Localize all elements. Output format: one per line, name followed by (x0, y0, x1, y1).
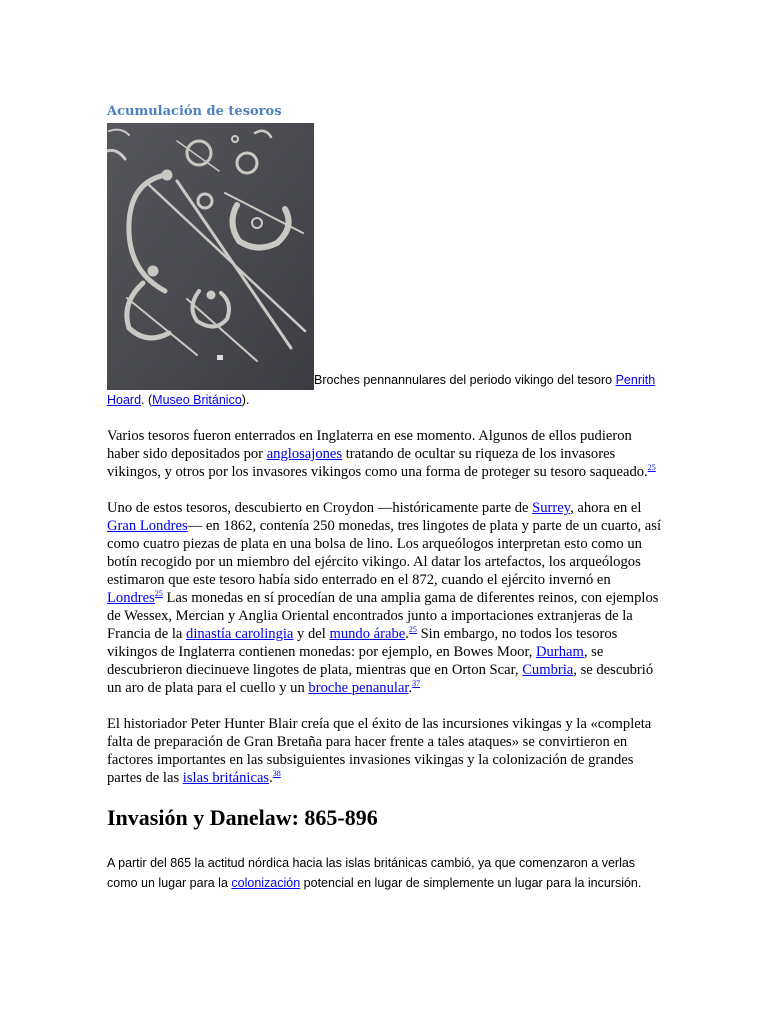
text: Varios tesoros fueron enterrados en Inglaterra en ese momento. Algunos de ellos pudieron haber sido depositados por (107, 428, 632, 462)
link-dinastia-carolingia[interactable]: dinastía carolingia (186, 626, 294, 642)
link-colonizacion[interactable]: colonización (231, 875, 301, 890)
ref-25[interactable]: 25 (408, 625, 417, 635)
text: Sin embargo, no todos los tesoros vikingos de Inglaterra contienen monedas: por ejemplo, en Bowes Moor, (107, 626, 618, 660)
caption-prefix: Broches pennannulares del periodo vikingo del tesoro (314, 373, 616, 387)
text: . (269, 770, 273, 786)
ref-37[interactable]: 37 (412, 679, 421, 689)
text: potencial en lugar de simplemente un lugar para la incursión. (300, 875, 642, 890)
caption-mid: . ( (141, 393, 153, 407)
link-cumbria[interactable]: Cumbria (522, 662, 574, 678)
text: A partir del 865 la actitud nórdica hacia las islas británicas cambió, ya que comenzaron a verlas como un lugar para la (107, 856, 636, 890)
link-gran-londres[interactable]: Gran Londres (107, 518, 188, 534)
paragraph-4 (107, 854, 663, 893)
brooches-photo (107, 123, 314, 390)
link-durham[interactable]: Durham (536, 644, 584, 660)
text: Uno de estos tesoros, descubierto en Croydon —históricamente parte de (107, 500, 533, 516)
paragraph-2 (107, 499, 663, 697)
link-surrey[interactable]: Surrey (532, 500, 571, 516)
link-mundo-arabe[interactable]: mundo árabe (329, 626, 406, 642)
text: y del (293, 626, 330, 642)
text: El historiador Peter Hunter Blair creía que el éxito de las incursiones vikingas y la «completa falta de preparación de Gran Bretaña para hacer frente a tales ataques» se convirtieron en factores importantes en las subsiguientes invasiones vikingas y la colonización de grandes partes de las (107, 716, 652, 786)
document-page (107, 104, 663, 893)
brooches-illustration (107, 123, 314, 390)
caption-link-penrith-hoard[interactable]: Penrith Hoard (107, 373, 656, 407)
caption-suffix: ). (241, 393, 250, 407)
text: , se descubrió un aro de plata para el cuello y un (107, 662, 654, 696)
link-londres[interactable]: Londres (107, 590, 155, 606)
ref-25[interactable]: 25 (154, 589, 163, 599)
ref-38[interactable]: 38 (272, 769, 281, 779)
caption-link-museo[interactable]: Museo Británico (152, 393, 242, 407)
text: . (405, 626, 409, 642)
text: . (408, 680, 413, 696)
link-anglosajones[interactable]: anglosajones (266, 446, 343, 462)
section2-heading: Invasión y Danelaw: 865-896 (107, 805, 378, 830)
text: tratando de ocultar su riqueza de los invasores vikingos, y otros por los invasores vikingos como una forma de proteger su tesoro saqueado. (107, 446, 648, 480)
figure (107, 123, 663, 410)
section-heading: Acumulación de tesoros (107, 104, 282, 119)
text: — en 1862, contenía 250 monedas, tres lingotes de plata y parte de un cuarto, así como cuatro piezas de plata en una bolsa de lino. Los arqueólogos interpretan esto como un botín recogido por un miembro del ejército vikingo. Al datar los artefactos, los arqueólogos estimaron que este tesoro había sido enterrado en el 872, cuando el ejército invernó en (107, 518, 662, 588)
text: , se descubrieron diecinueve lingotes de plata, mientras que en Orton Scar, (107, 644, 604, 678)
text: Las monedas en sí procedían de una amplia gama de diferentes reinos, con ejemplos de Wessex, Mercian y Anglia Oriental encontrados junto a importaciones extranjeras de la Francia de la (107, 590, 659, 642)
text: , ahora en el (570, 500, 642, 516)
ref-25[interactable]: 25 (647, 463, 656, 473)
link-islas-britanicas[interactable]: islas británicas (182, 770, 270, 786)
paragraph-3 (107, 715, 663, 787)
link-broche-penanular[interactable]: broche penanular (308, 680, 409, 696)
paragraph-1 (107, 427, 663, 481)
